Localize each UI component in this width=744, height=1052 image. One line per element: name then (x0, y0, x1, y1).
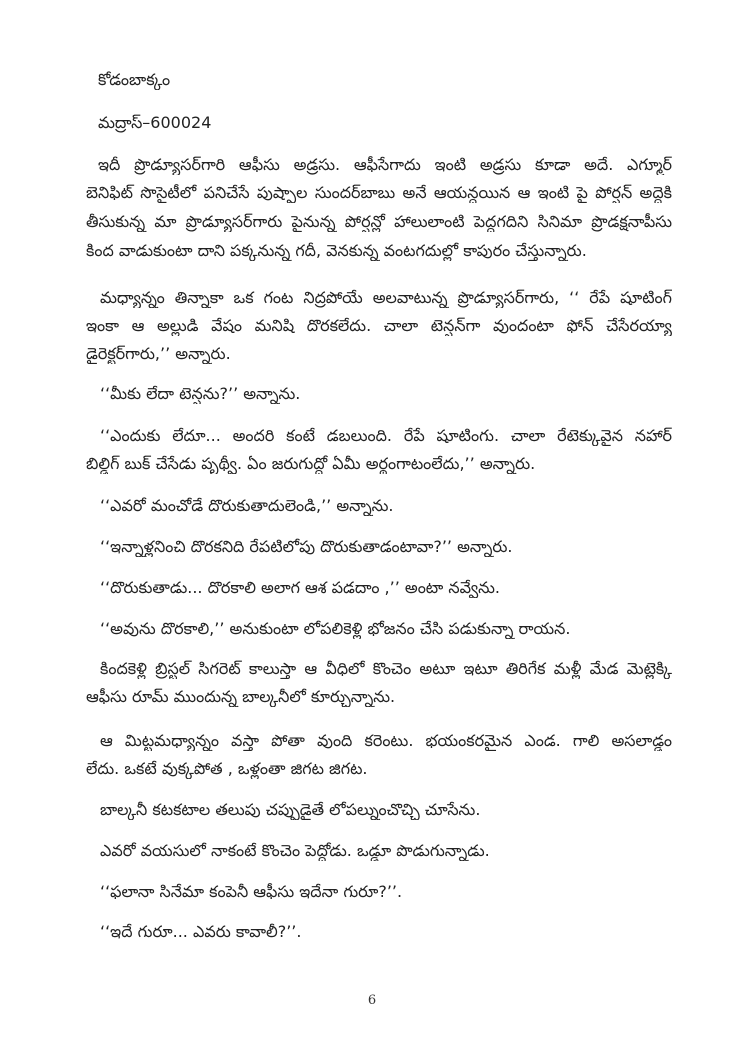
text-line: డైరెక్టర్‌గారు,’’ అన్నారు. (86, 344, 231, 363)
text-line: ‘‘దొరుకుతాడు... దొరకాలి అలాగ ఆశ పడదాం ,’’ అంటా నవ్వేను. (100, 578, 500, 597)
text-line: లేదు. ఒకటే వుక్కపోత , ఒళ్లంతా జిగట జిగట. (86, 759, 368, 778)
text-line: బిల్డిగ్ బుక్ చేసేడు పృథ్వీ. ఏం జరుగుద్దో ఏమీ అర్థంగాటంలేదు,’’ అన్నారు. (86, 454, 536, 473)
text-line: ఎవరో వయసులో నాకంటే కొంచెం పెద్దోడు. ఒడ్డూ పొడుగున్నాడు. (100, 841, 490, 860)
text-line: ఆ మిట్టమధ్యాన్నం వస్తా పోతా వుంది కరెంటు. భయంకరమైన ఎండ. గాలి అసలాడ్డం (100, 731, 672, 750)
page-number: 6 (367, 993, 377, 1008)
text-line: బెనిఫిట్ సొసైటీలో పనిచేసే పుష్పాల సుందర్‌బాబు అనే ఆయన్దయిన ఆ ఇంటి పై పోర్షన్ అద్దెకి (86, 183, 672, 202)
text-line: ‘‘ఎందుకు లేదూ... అందరి కంటే డబలుంది. రేపే షూటింగు. చాలా రేటెక్కువైన నహార్ (100, 426, 672, 445)
text-line: మధ్యాన్నం తిన్నాకా ఒక గంట నిద్రపోయే అలవాటున్న ప్రొడ్యూసర్‌గారు, ‘‘ రేపే షూటింగ్ (100, 288, 672, 307)
text-line: ‘‘ఇదే గురూ... ఎవరు కావాలీ?’’. (100, 922, 302, 941)
text-line: ‘‘ఎవరో మంచోడే దొరుకుతాదులెండి,’’ అన్నాను. (100, 496, 394, 515)
text-line: ఇంకా ఆ అల్లుడి వేషం మనిషి దొరకలేదు. చాలా టెన్షన్‌గా వుందంటా ఫోన్ చేసేరయ్యా (86, 316, 672, 335)
text-line: ‘‘అవును దొరకాలి,’’ అనుకుంటా లోపలికెళ్లి భోజనం చేసి పడుకున్నా రాయన. (100, 619, 571, 638)
address-locality: కోడంబాక్కం (98, 70, 171, 89)
text-line: ఇదీ ప్రొడ్యూసర్‌గారి ఆఫీసు అడ్రసు. ఆఫీసేగాదు ఇంటి అడ్రసు కూడా అదే. ఎగ్మూర్ (98, 155, 672, 174)
text-line: ‘‘ఇన్నాళ్లనించి దొరకనిది రేపటిలోపు దొరుకుతాడంటావా?’’ అన్నారు. (100, 537, 513, 556)
text-line: కింద వాడుకుంటా దాని పక్కనున్న గదీ, వెనకున్న వంటగదుల్లో కాపురం చేస్తున్నారు. (86, 241, 587, 260)
text-line: తీసుకున్న మా ప్రొడ్యూసర్‌గారు పైనున్న పోర్షన్లో హాలులాంటి పెద్దగదిని సినిమా ప్రొడక్షనాపీసు (86, 212, 672, 231)
text-line: ‘‘మీకు లేదా టెన్షను?’’ అన్నాను. (100, 384, 301, 403)
text-line: కిందకెళ్లి బ్రిస్టల్ సిగరెట్ కాలుస్తా ఆ వీధిలో కొంచెం అటూ ఇటూ తిరిగేక మళ్లీ మేడ మెట్లెక్కి (100, 659, 672, 678)
text-line: ఆఫీసు రూమ్ ముందున్న బాల్కనీలో కూర్చున్నాను. (86, 687, 396, 706)
text-line: ‘‘ఫలానా సినేమా కంపెనీ ఆఫీసు ఇదేనా గురూ?’’. (100, 882, 403, 901)
address-city: మద్రాస్–600024 (98, 113, 212, 132)
text-line: బాల్కనీ కటకటాల తలుపు చప్పుడైతే లోపల్నుంచొచ్చి చూసేను. (100, 800, 481, 819)
